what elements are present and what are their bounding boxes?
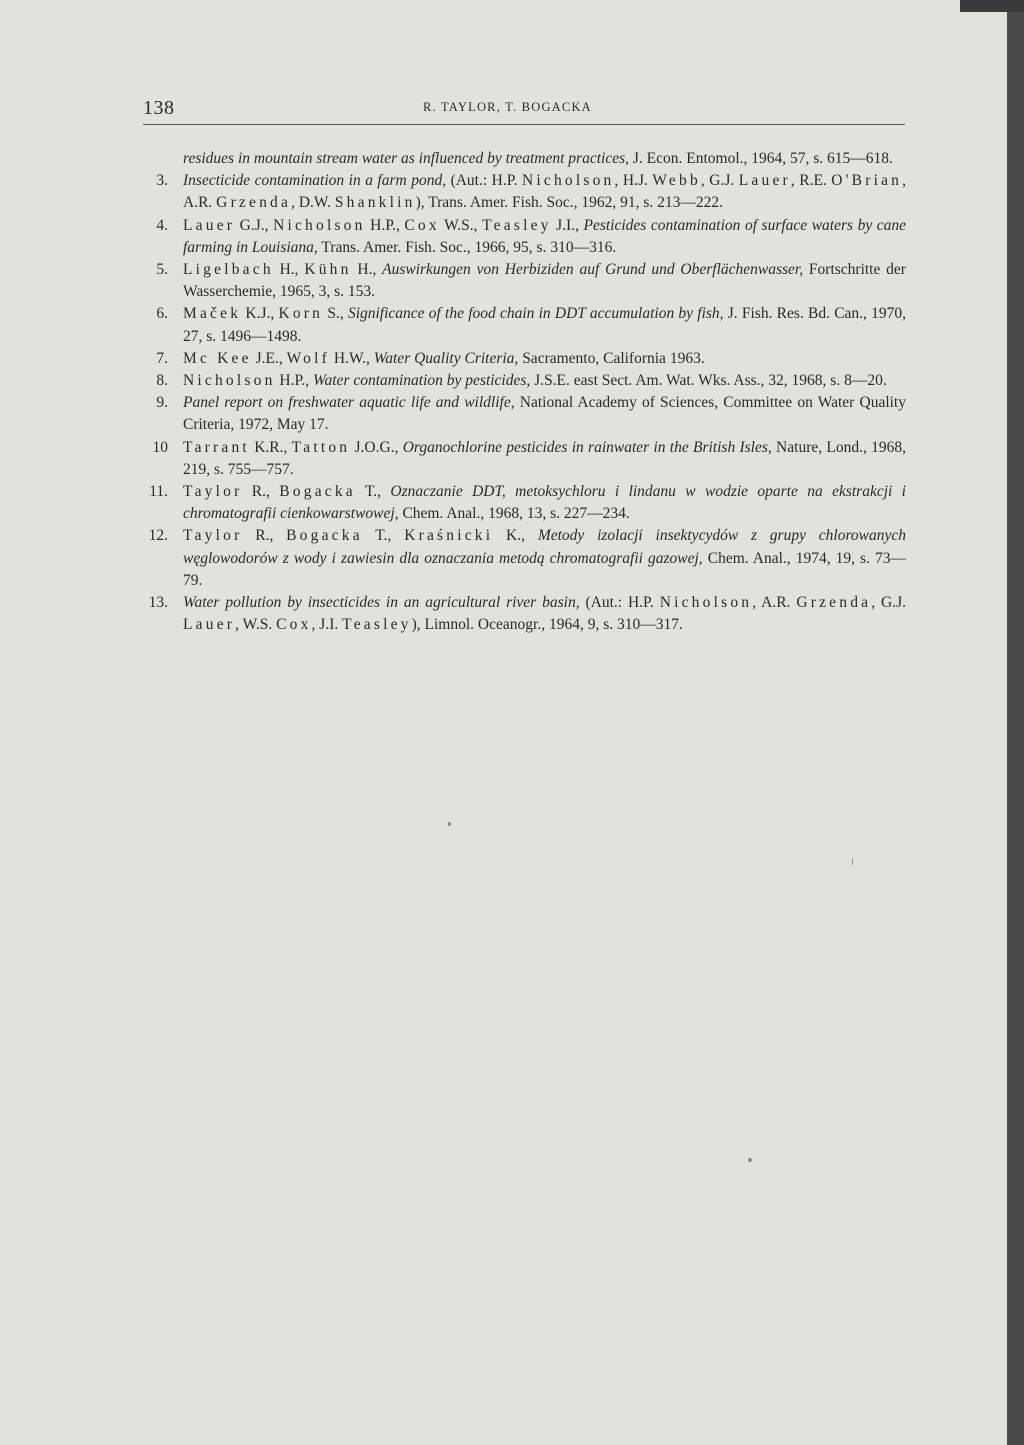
reference-title: Oznaczanie DDT, metoksychloru i lindanu w wodzie oparte na ekstrakcji i chromatografii cienkowarstwowej, — [183, 483, 906, 523]
reference-number: 6. — [156, 305, 168, 323]
author-name: Kühn — [304, 261, 352, 279]
author-name: Teasley — [342, 616, 412, 634]
scan-speck — [448, 822, 451, 826]
reference-text: K.J., — [241, 305, 279, 323]
reference-number: 4. — [156, 216, 168, 234]
reference-text: R., — [242, 483, 280, 501]
page-header — [143, 95, 905, 125]
reference-number: 3. — [156, 172, 168, 190]
author-name: Ligelbach — [183, 261, 274, 279]
reference-text: , R.E. — [790, 172, 832, 190]
reference-list — [140, 148, 906, 636]
reference-text: J.E., — [251, 349, 287, 367]
reference-number: 11. — [149, 483, 168, 501]
reference-title: Water pollution by insecticides in an agricultural river basin, — [183, 594, 580, 612]
reference-title: Auswirkungen von Herbiziden auf Grund und Oberflächenwasser, — [382, 261, 804, 279]
author-name: Kraśnicki — [404, 527, 494, 545]
reference-text: H.P., — [275, 372, 314, 390]
author-name: Bogacka — [286, 527, 363, 545]
author-name: Nicholson — [521, 172, 615, 190]
reference-title: Panel report on freshwater aquatic life and wildlife, — [183, 394, 515, 412]
reference-text: Chem. Anal., 1974, 19, s. 73—79. — [183, 549, 906, 589]
author-name: Grzenda — [216, 194, 292, 212]
reference-number: 10 — [152, 438, 168, 456]
reference-text: , G.J. — [871, 594, 906, 612]
reference-text: ), Limnol. Oceanogr., 1964, 9, s. 310—317. — [411, 616, 683, 634]
reference-text: K.R., — [249, 438, 292, 456]
reference-text: , H.J. — [614, 172, 653, 190]
scan-edge — [1007, 0, 1024, 1445]
author-name: Tatton — [291, 438, 351, 456]
reference-item — [140, 437, 906, 481]
reference-text: , A.R. — [752, 594, 797, 612]
reference-text: T., — [355, 483, 391, 501]
reference-text: Sacramento, California 1963. — [518, 349, 705, 367]
author-name: Wolf — [286, 349, 330, 367]
author-name: Nicholson — [183, 372, 276, 390]
reference-item — [140, 170, 906, 214]
reference-title: Water Quality Criteria, — [373, 349, 519, 367]
author-name: Nicholson — [273, 216, 366, 234]
reference-number: 12. — [148, 527, 168, 545]
reference-item — [140, 592, 906, 636]
reference-item — [140, 370, 906, 392]
reference-item — [140, 481, 906, 525]
reference-number: 8. — [156, 372, 168, 390]
author-name: Bogacka — [279, 483, 356, 501]
reference-text: ), Trans. Amer. Fish. Soc., 1962, 91, s. 213—222. — [415, 194, 724, 212]
reference-text: Nature, Lond., 1968, 219, s. 755—757. — [183, 438, 907, 478]
running-head: R. TAYLOR, T. BOGACKA — [423, 100, 592, 114]
reference-text: J.S.E. east Sect. Am. Wat. Wks. Ass., 32, 1968, s. 8—20. — [530, 372, 887, 390]
reference-item — [140, 525, 906, 592]
reference-text: , A.R. — [183, 172, 906, 212]
reference-number: 9. — [156, 394, 168, 412]
author-name: Maček — [183, 305, 242, 323]
reference-text: H.P., — [365, 216, 405, 234]
author-name: Lauer — [183, 216, 236, 234]
reference-text: J. Fish. Res. Bd. Can., 1970, 27, s. 1496—1498. — [183, 305, 907, 345]
reference-text: (Aut.: H.P. — [446, 172, 522, 190]
reference-item — [140, 215, 906, 259]
reference-text: G.J., — [235, 216, 274, 234]
reference-item — [140, 259, 906, 303]
reference-text: S., — [323, 305, 348, 323]
author-name: Tarrant — [183, 438, 250, 456]
header-rule — [143, 124, 905, 125]
reference-title: Significance of the food chain in DDT accumulation by fish, — [347, 305, 724, 323]
reference-text: R., — [242, 527, 287, 545]
reference-text: K., — [493, 527, 538, 545]
reference-title: Metody izolacji insektycydów z grupy chlorowanych węglowodorów z wody i zawiesin dla oznaczania metodą chromatografii gazowej, — [183, 527, 907, 567]
author-name: Shanklin — [334, 194, 416, 212]
author-name: Cox — [276, 616, 312, 634]
author-name: Nicholson — [659, 594, 753, 612]
page-number: 138 — [143, 97, 175, 119]
author-name: Korn — [278, 305, 324, 323]
reference-text: (Aut.: H.P. — [579, 594, 660, 612]
author-name: Lauer — [183, 616, 236, 634]
reference-item — [140, 392, 906, 436]
author-name: Taylor — [183, 527, 243, 545]
reference-text: , W.S. — [235, 616, 277, 634]
reference-text: Chem. Anal., 1968, 13, s. 227—234. — [398, 505, 630, 523]
reference-title: Pesticides contamination of surface waters by cane farming in Louisiana, — [183, 216, 906, 256]
reference-item — [140, 303, 906, 347]
scan-speck — [748, 1158, 752, 1162]
reference-title: Insecticide contamination in a farm pond, — [183, 172, 447, 190]
reference-item — [140, 348, 906, 370]
author-name: Cox — [404, 216, 440, 234]
reference-text: J. Econ. Entomol., 1964, 57, s. 615—618. — [629, 150, 893, 167]
author-name: Teasley — [482, 216, 552, 234]
reference-text: J.O.G., — [350, 438, 403, 456]
reference-number: 7. — [156, 349, 168, 367]
reference-text: H., — [351, 261, 383, 279]
author-name: Webb — [652, 172, 701, 190]
reference-text: , J.I. — [311, 616, 343, 634]
reference-text: Trans. Amer. Fish. Soc., 1966, 95, s. 310—316. — [317, 238, 617, 256]
reference-text: H., — [273, 261, 305, 279]
reference-text: Fortschritte der Wasserchemie, 1965, 3, s. 153. — [183, 261, 906, 301]
author-name: Lauer — [738, 172, 791, 190]
author-name: Grzenda — [796, 594, 872, 612]
reference-title: Water contamination by pesticides, — [313, 372, 531, 390]
reference-title: Organochlorine pesticides in rainwater in the British Isles, — [402, 438, 772, 456]
reference-number: 13. — [148, 594, 168, 612]
reference-text: H.W., — [330, 349, 374, 367]
author-name: Mc Kee — [183, 349, 252, 367]
reference-text: J.I., — [551, 216, 584, 234]
reference-text: , G.J. — [700, 172, 739, 190]
reference-title: residues in mountain stream water as influenced by treatment practices, — [183, 150, 629, 167]
reference-text: W.S., — [439, 216, 483, 234]
scan-speck — [852, 858, 853, 866]
reference-text: T., — [362, 527, 405, 545]
reference-text: , D.W. — [291, 194, 335, 212]
author-name: O'Brian — [831, 172, 903, 190]
reference-item — [140, 148, 906, 170]
reference-number: 5. — [156, 261, 168, 279]
reference-text: National Academy of Sciences, Committee on Water Quality Criteria, 1972, May 17. — [183, 394, 906, 434]
scan-edge-top — [960, 0, 1024, 12]
author-name: Taylor — [183, 483, 243, 501]
